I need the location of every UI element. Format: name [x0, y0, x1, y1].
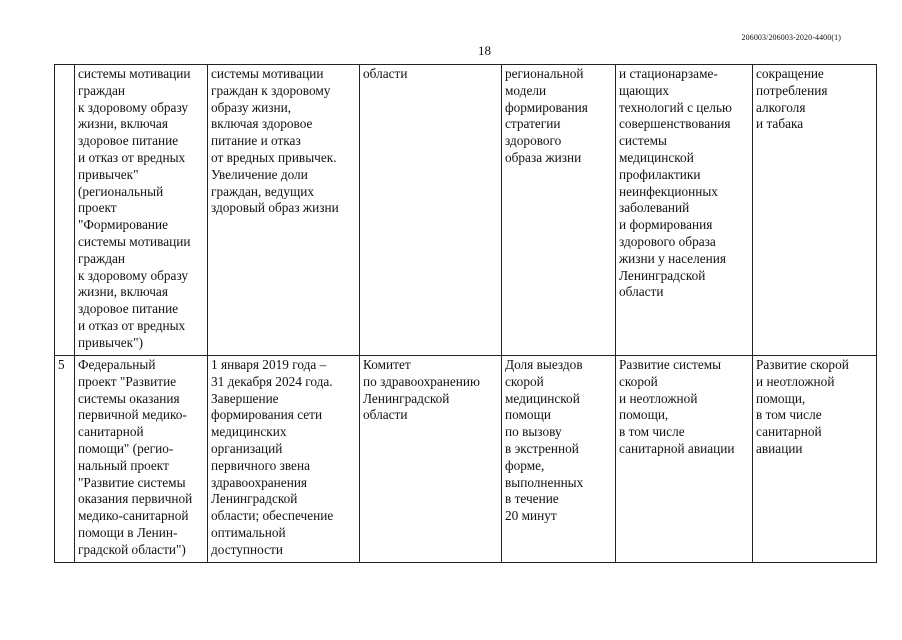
- page-number: 18: [478, 43, 491, 58]
- project-name-cell: системы мотивации граждан к здоровому образу жизни, включая здоровое питание и отказ от вредных привычек" (региональный проект "Формирование системы мотивации граждан к здоровому образу жизни, включая здоровое питание и отказ от вредных привычек"): [75, 65, 208, 356]
- program-table: [54, 64, 877, 563]
- period-goals-cell: системы мотивации граждан к здоровому образу жизни, включая здоровое питание и отказ от вредных привычек. Увеличение доли граждан, ведущих здоровый образ жизни: [208, 65, 360, 356]
- row-number-cell: [55, 65, 75, 356]
- responsible-cell: области: [360, 65, 502, 356]
- result-cell: Развитие системы скорой и неотложной помощи, в том числе санитарной авиации: [616, 356, 753, 563]
- result-cell: и стационарзаме- щающих технологий с целью совершенствования системы медицинской профилактики неинфекционных заболеваний и формирования здорового образа жизни у населения Ленинградской области: [616, 65, 753, 356]
- responsible-cell: Комитет по здравоохранению Ленинградской области: [360, 356, 502, 563]
- effect-cell: сокращение потребления алкоголя и табака: [753, 65, 877, 356]
- period-goals-cell: 1 января 2019 года – 31 декабря 2024 года. Завершение формирования сети медицинских организаций первичного звена здравоохранения Ленинградской области; обеспечение оптимальной доступности: [208, 356, 360, 563]
- document-id: 206003/206003-2020-4400(1): [741, 33, 841, 42]
- project-name-cell: Федеральный проект "Развитие системы оказания первичной медико- санитарной помощи" (регио- нальный проект "Развитие системы оказания первичной медико-санитарной помощи в Ленин- градской области"): [75, 356, 208, 563]
- indicator-cell: региональной модели формирования стратегии здорового образа жизни: [502, 65, 616, 356]
- table-row: [55, 356, 877, 563]
- indicator-cell: Доля выездов скорой медицинской помощи по вызову в экстренной форме, выполненных в течение 20 минут: [502, 356, 616, 563]
- row-number-cell: 5: [55, 356, 75, 563]
- table-row: [55, 65, 877, 356]
- effect-cell: Развитие скорой и неотложной помощи, в том числе санитарной авиации: [753, 356, 877, 563]
